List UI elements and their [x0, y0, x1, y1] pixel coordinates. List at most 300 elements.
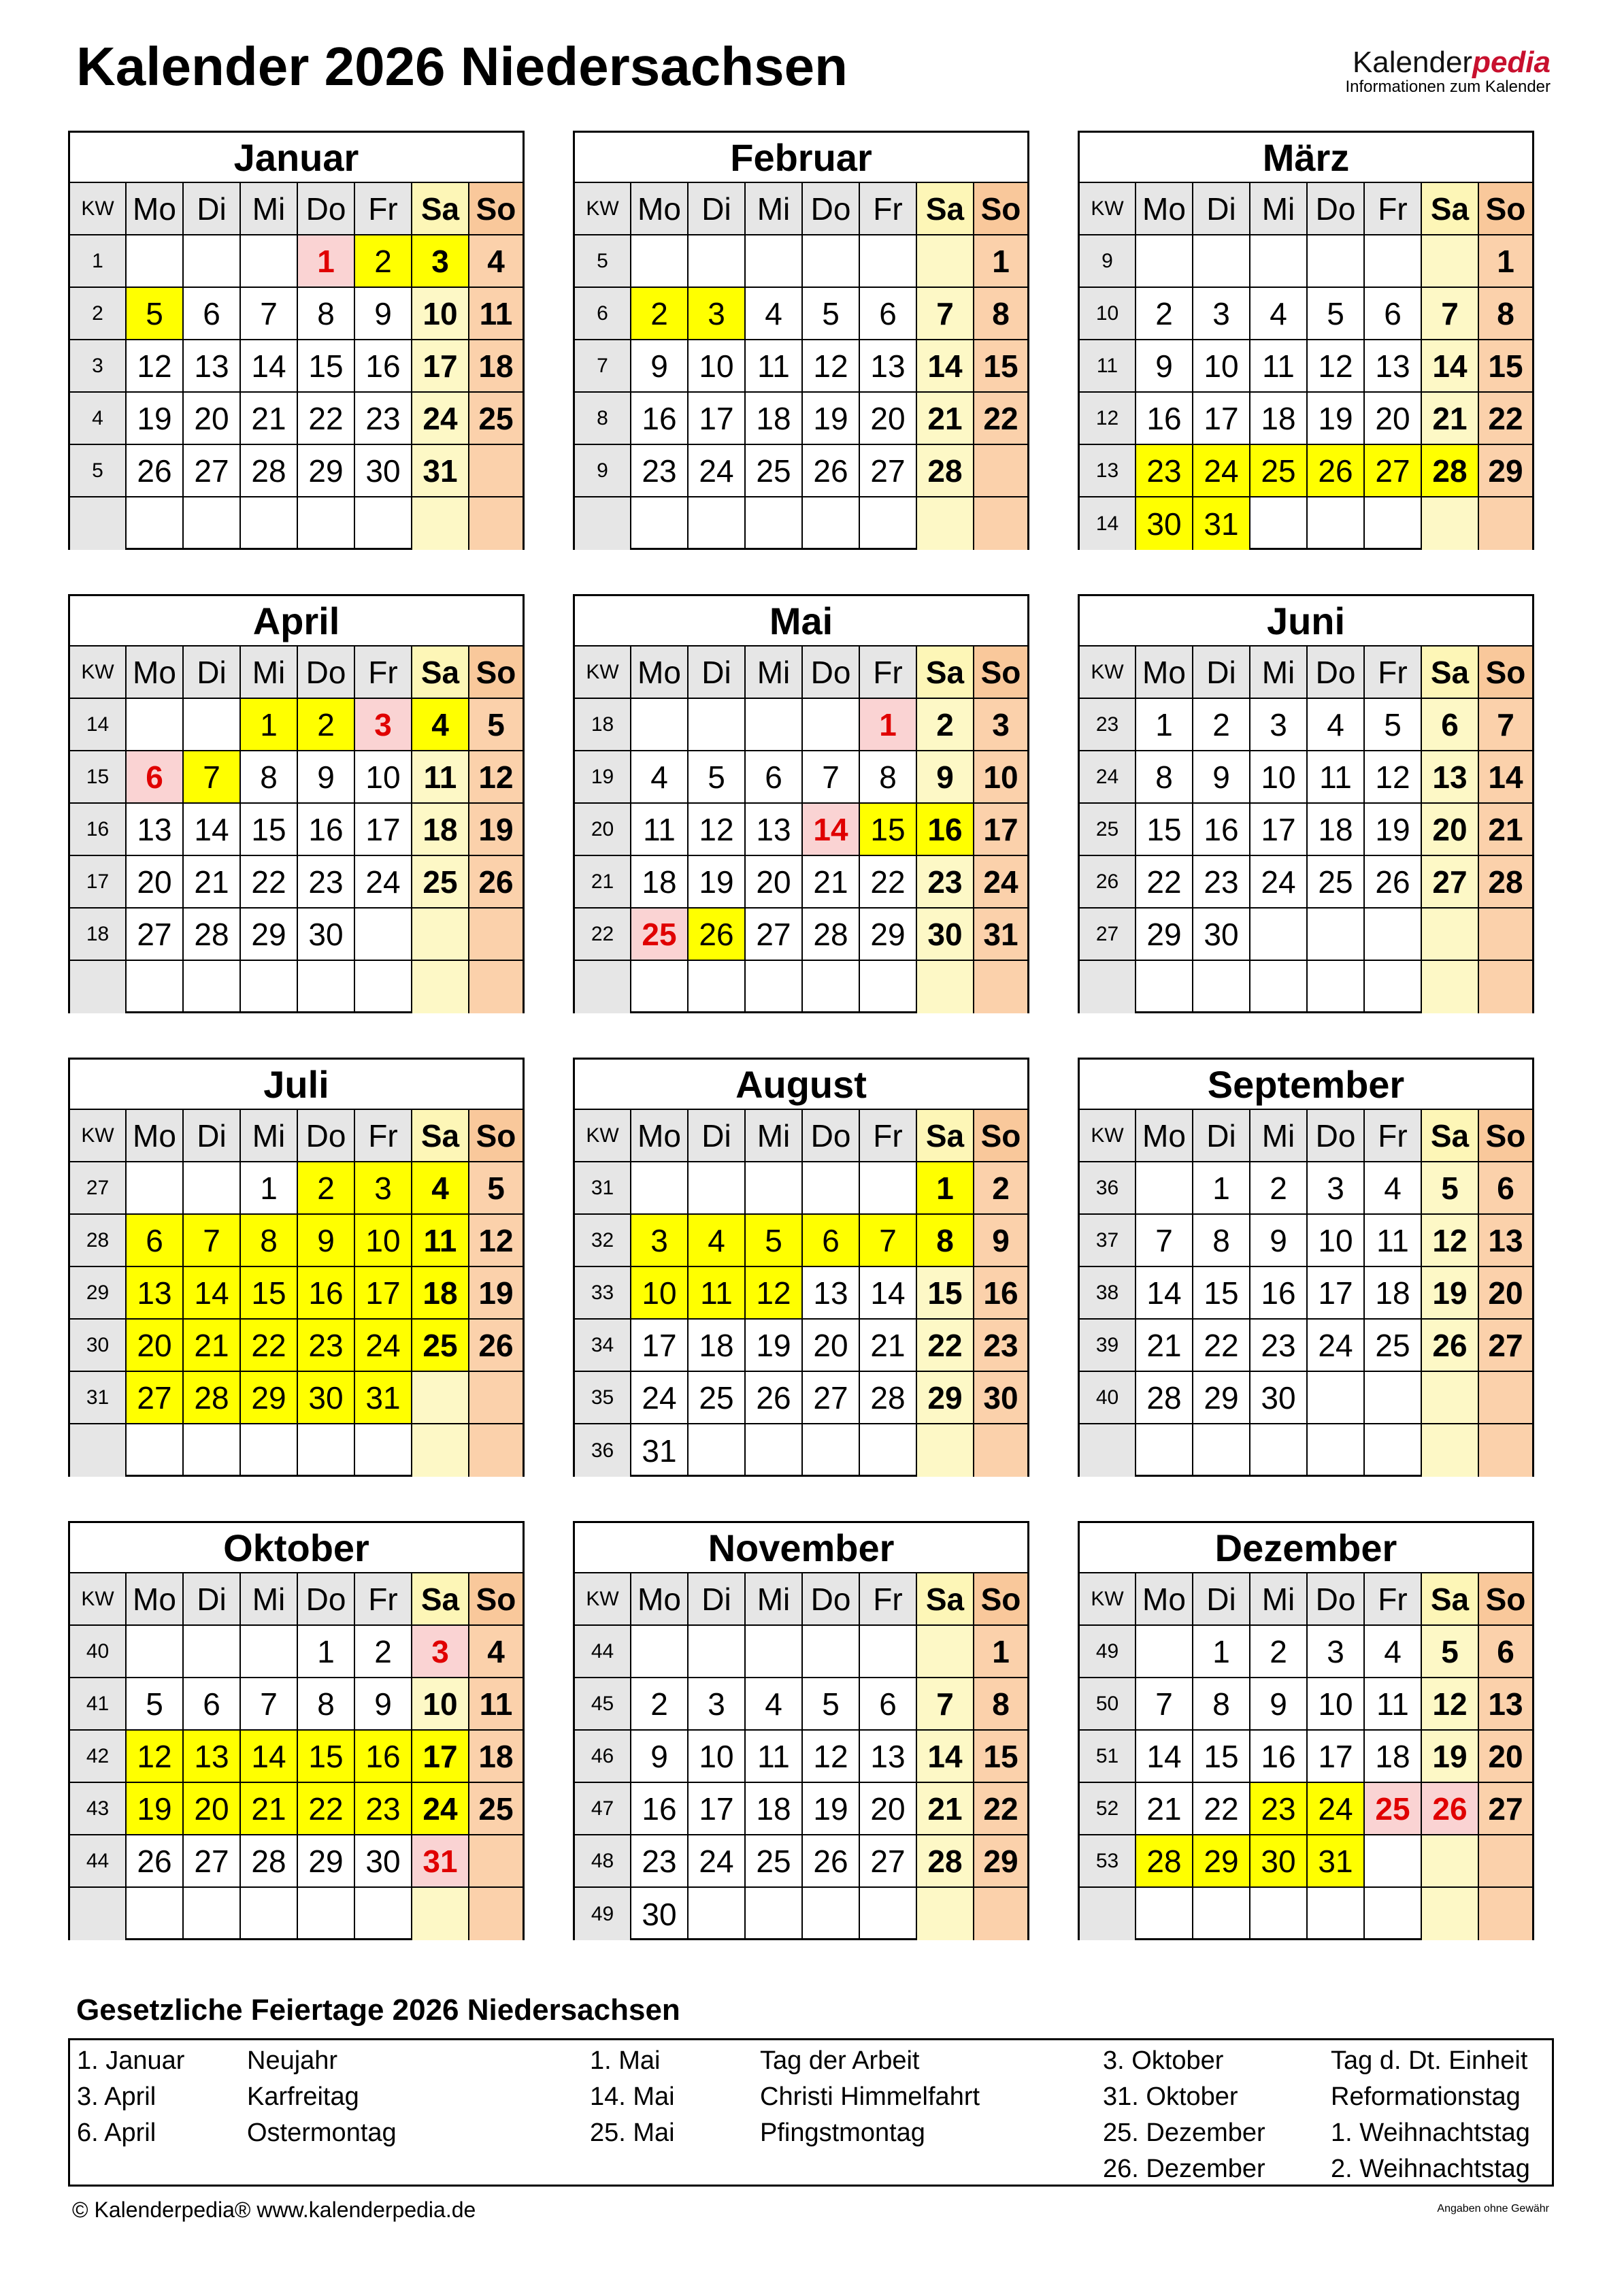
empty-day-cell: [241, 961, 298, 1013]
day-cell: 29: [241, 909, 298, 961]
day-cell: 24: [412, 1783, 469, 1835]
kw-header: KW: [1080, 183, 1136, 235]
weekday-header: Fr: [860, 647, 917, 699]
day-cell: 1: [860, 699, 917, 751]
empty-day-cell: [917, 1888, 974, 1940]
week-number: 3: [70, 340, 127, 393]
day-cell: 2: [1250, 1626, 1308, 1678]
day-cell: 7: [917, 1678, 974, 1731]
empty-day-cell: [917, 497, 974, 550]
month-name: Dezember: [1080, 1523, 1532, 1573]
holiday-date: 1. Januar: [77, 2046, 185, 2075]
day-cell: 25: [746, 445, 803, 497]
empty-day-cell: [689, 497, 746, 550]
day-cell: 24: [1193, 445, 1250, 497]
day-cell: 7: [1136, 1678, 1193, 1731]
empty-day-cell: [469, 1835, 523, 1888]
empty-day-cell: [860, 235, 917, 288]
day-cell: 18: [1250, 393, 1308, 445]
day-cell: 25: [412, 856, 469, 909]
day-cell: 16: [1250, 1731, 1308, 1783]
day-cell: 8: [298, 288, 355, 340]
empty-day-cell: [689, 1626, 746, 1678]
day-cell: 5: [127, 1678, 184, 1731]
day-cell: 6: [803, 1215, 860, 1267]
empty-day-cell: [1365, 235, 1422, 288]
weekday-header: Sa: [412, 1110, 469, 1162]
day-cell: 17: [689, 393, 746, 445]
empty-day-cell: [1250, 497, 1308, 550]
day-cell: 13: [1479, 1678, 1532, 1731]
empty-day-cell: [974, 497, 1027, 550]
day-cell: 9: [974, 1215, 1027, 1267]
day-cell: 17: [974, 804, 1027, 856]
week-number: 50: [1080, 1678, 1136, 1731]
empty-day-cell: [1422, 1424, 1479, 1477]
weekday-header: So: [1479, 1573, 1532, 1626]
week-number: 10: [1080, 288, 1136, 340]
day-cell: 10: [689, 1731, 746, 1783]
day-cell: 17: [412, 340, 469, 393]
empty-day-cell: [689, 1888, 746, 1940]
empty-day-cell: [241, 497, 298, 550]
empty-day-cell: [1136, 235, 1193, 288]
day-cell: 1: [298, 1626, 355, 1678]
empty-day-cell: [860, 1626, 917, 1678]
day-cell: 2: [917, 699, 974, 751]
day-cell: 15: [917, 1267, 974, 1320]
empty-day-cell: [1250, 235, 1308, 288]
empty-day-cell: [917, 1424, 974, 1477]
week-number: 31: [70, 1372, 127, 1424]
month-grid: [1080, 1110, 1532, 1477]
day-cell: 4: [469, 1626, 523, 1678]
week-number: [575, 497, 631, 550]
empty-day-cell: [1365, 961, 1422, 1013]
day-cell: 13: [746, 804, 803, 856]
empty-day-cell: [412, 961, 469, 1013]
day-cell: 26: [1308, 445, 1365, 497]
week-number: 48: [575, 1835, 631, 1888]
weekday-header: Sa: [917, 1573, 974, 1626]
empty-day-cell: [127, 1162, 184, 1215]
day-cell: 30: [298, 1372, 355, 1424]
empty-day-cell: [184, 235, 241, 288]
weekday-header: Fr: [355, 647, 412, 699]
day-cell: 16: [1136, 393, 1193, 445]
week-number: [70, 1424, 127, 1477]
week-number: 2: [70, 288, 127, 340]
month-calendar: [573, 131, 1029, 550]
month-calendar: [68, 1521, 525, 1940]
week-number: 23: [1080, 699, 1136, 751]
day-cell: 2: [355, 235, 412, 288]
day-cell: 6: [860, 1678, 917, 1731]
day-cell: 26: [746, 1372, 803, 1424]
day-cell: 9: [298, 1215, 355, 1267]
empty-day-cell: [412, 1424, 469, 1477]
day-cell: 29: [917, 1372, 974, 1424]
empty-day-cell: [1479, 1835, 1532, 1888]
day-cell: 1: [974, 235, 1027, 288]
month-name: Oktober: [70, 1523, 523, 1573]
empty-day-cell: [1193, 1424, 1250, 1477]
day-cell: 19: [803, 393, 860, 445]
day-cell: 26: [1422, 1320, 1479, 1372]
kalenderpedia-logo[interactable]: [1346, 48, 1551, 95]
day-cell: 21: [184, 1320, 241, 1372]
day-cell: 4: [746, 1678, 803, 1731]
day-cell: 13: [860, 340, 917, 393]
day-cell: 11: [746, 1731, 803, 1783]
day-cell: 18: [1308, 804, 1365, 856]
day-cell: 10: [631, 1267, 689, 1320]
day-cell: 20: [1479, 1267, 1532, 1320]
day-cell: 28: [184, 909, 241, 961]
month-name: März: [1080, 133, 1532, 183]
weekday-header: So: [469, 647, 523, 699]
empty-day-cell: [1365, 1424, 1422, 1477]
day-cell: 31: [631, 1424, 689, 1477]
day-cell: 30: [1250, 1835, 1308, 1888]
day-cell: 8: [860, 751, 917, 804]
day-cell: 15: [298, 1731, 355, 1783]
weekday-header: Sa: [1422, 1573, 1479, 1626]
month-name: April: [70, 596, 523, 647]
day-cell: 25: [469, 393, 523, 445]
empty-day-cell: [412, 1372, 469, 1424]
empty-day-cell: [631, 235, 689, 288]
empty-day-cell: [127, 1888, 184, 1940]
empty-day-cell: [1422, 1888, 1479, 1940]
weekday-header: Fr: [1365, 1573, 1422, 1626]
day-cell: 19: [1422, 1731, 1479, 1783]
day-cell: 18: [746, 393, 803, 445]
day-cell: 22: [241, 1320, 298, 1372]
empty-day-cell: [1479, 1372, 1532, 1424]
empty-day-cell: [803, 1626, 860, 1678]
day-cell: 28: [917, 445, 974, 497]
week-number: 14: [1080, 497, 1136, 550]
day-cell: 30: [355, 1835, 412, 1888]
empty-day-cell: [1479, 497, 1532, 550]
day-cell: 16: [355, 340, 412, 393]
month-name: Juli: [70, 1060, 523, 1110]
day-cell: 10: [1308, 1215, 1365, 1267]
day-cell: 16: [298, 1267, 355, 1320]
day-cell: 14: [184, 804, 241, 856]
day-cell: 20: [184, 393, 241, 445]
day-cell: 27: [746, 909, 803, 961]
empty-day-cell: [689, 1424, 746, 1477]
month-calendar: [1078, 1058, 1534, 1477]
holiday-date: [70, 2151, 240, 2187]
weekday-header: So: [974, 1110, 1027, 1162]
day-cell: 9: [1250, 1678, 1308, 1731]
day-cell: 12: [803, 1731, 860, 1783]
day-cell: 17: [412, 1731, 469, 1783]
day-cell: 5: [689, 751, 746, 804]
day-cell: 27: [1479, 1783, 1532, 1835]
day-cell: 7: [184, 751, 241, 804]
empty-day-cell: [1136, 1888, 1193, 1940]
day-cell: 18: [746, 1783, 803, 1835]
holiday-name: [240, 2151, 583, 2187]
empty-day-cell: [1479, 1888, 1532, 1940]
day-cell: 26: [1365, 856, 1422, 909]
holiday-name: Tag der Arbeit: [760, 2046, 920, 2075]
weekday-header: Mo: [631, 1110, 689, 1162]
day-cell: 5: [1422, 1162, 1479, 1215]
day-cell: 3: [1308, 1626, 1365, 1678]
weekday-header: So: [1479, 183, 1532, 235]
day-cell: 16: [1193, 804, 1250, 856]
weekday-header: Mo: [631, 647, 689, 699]
day-cell: 11: [689, 1267, 746, 1320]
day-cell: 5: [469, 699, 523, 751]
empty-day-cell: [631, 699, 689, 751]
month-grid: [575, 647, 1027, 1013]
empty-day-cell: [184, 1626, 241, 1678]
day-cell: 24: [631, 1372, 689, 1424]
holiday-name: Tag d. Dt. Einheit: [1331, 2046, 1528, 2075]
week-number: 49: [575, 1888, 631, 1940]
weekday-header: Do: [803, 1110, 860, 1162]
day-cell: 10: [974, 751, 1027, 804]
week-number: [70, 1888, 127, 1940]
month-grid: [70, 183, 523, 550]
day-cell: 9: [355, 1678, 412, 1731]
weekday-header: Di: [1193, 1573, 1250, 1626]
day-cell: 20: [803, 1320, 860, 1372]
day-cell: 19: [1422, 1267, 1479, 1320]
day-cell: 6: [1479, 1626, 1532, 1678]
day-cell: 23: [917, 856, 974, 909]
day-cell: 25: [689, 1372, 746, 1424]
empty-day-cell: [127, 961, 184, 1013]
empty-day-cell: [974, 961, 1027, 1013]
day-cell: 25: [469, 1783, 523, 1835]
day-cell: 16: [974, 1267, 1027, 1320]
week-number: 44: [70, 1835, 127, 1888]
week-number: 15: [70, 751, 127, 804]
week-number: 34: [575, 1320, 631, 1372]
month-grid: [70, 1110, 523, 1477]
empty-day-cell: [1365, 1835, 1422, 1888]
day-cell: 26: [1422, 1783, 1479, 1835]
empty-day-cell: [631, 961, 689, 1013]
day-cell: 5: [746, 1215, 803, 1267]
week-number: 5: [575, 235, 631, 288]
empty-day-cell: [917, 961, 974, 1013]
month-grid: [1080, 1573, 1532, 1940]
day-cell: 16: [917, 804, 974, 856]
day-cell: 15: [1193, 1267, 1250, 1320]
empty-day-cell: [127, 699, 184, 751]
day-cell: 12: [1422, 1215, 1479, 1267]
empty-day-cell: [469, 1888, 523, 1940]
day-cell: 14: [184, 1267, 241, 1320]
empty-day-cell: [355, 1888, 412, 1940]
empty-day-cell: [469, 497, 523, 550]
month-grid: [70, 1573, 523, 1940]
empty-day-cell: [241, 235, 298, 288]
day-cell: 23: [1193, 856, 1250, 909]
holiday-date: 26. Dezember: [1103, 2155, 1265, 2183]
day-cell: 4: [1365, 1626, 1422, 1678]
day-cell: 23: [631, 445, 689, 497]
day-cell: 30: [298, 909, 355, 961]
day-cell: 5: [469, 1162, 523, 1215]
empty-day-cell: [1136, 1424, 1193, 1477]
empty-day-cell: [127, 1424, 184, 1477]
day-cell: 14: [803, 804, 860, 856]
day-cell: 18: [1365, 1731, 1422, 1783]
empty-day-cell: [1365, 497, 1422, 550]
week-number: 30: [70, 1320, 127, 1372]
kw-header: KW: [70, 1110, 127, 1162]
empty-day-cell: [803, 1162, 860, 1215]
day-cell: 11: [1250, 340, 1308, 393]
day-cell: 8: [241, 751, 298, 804]
day-cell: 15: [1193, 1731, 1250, 1783]
month-calendar: [1078, 594, 1534, 1013]
empty-day-cell: [1250, 909, 1308, 961]
day-cell: 25: [1365, 1783, 1422, 1835]
empty-day-cell: [803, 1424, 860, 1477]
day-cell: 2: [631, 288, 689, 340]
weekday-header: Do: [803, 1573, 860, 1626]
day-cell: 16: [298, 804, 355, 856]
day-cell: 6: [127, 1215, 184, 1267]
weekday-header: Mo: [127, 183, 184, 235]
day-cell: 29: [298, 445, 355, 497]
weekday-header: Mi: [746, 183, 803, 235]
week-number: 29: [70, 1267, 127, 1320]
day-cell: 2: [1250, 1162, 1308, 1215]
day-cell: 11: [746, 340, 803, 393]
week-number: 31: [575, 1162, 631, 1215]
kw-header: KW: [70, 647, 127, 699]
day-cell: 12: [689, 804, 746, 856]
day-cell: 3: [1308, 1162, 1365, 1215]
day-cell: 26: [689, 909, 746, 961]
week-number: 44: [575, 1626, 631, 1678]
week-number: 51: [1080, 1731, 1136, 1783]
day-cell: 5: [127, 288, 184, 340]
holiday-name: 2. Weihnachtstag: [1331, 2155, 1530, 2183]
empty-day-cell: [469, 961, 523, 1013]
day-cell: 5: [803, 1678, 860, 1731]
day-cell: 20: [127, 856, 184, 909]
day-cell: 30: [1193, 909, 1250, 961]
day-cell: 24: [689, 1835, 746, 1888]
week-number: 52: [1080, 1783, 1136, 1835]
empty-day-cell: [1308, 961, 1365, 1013]
weekday-header: Mi: [746, 1573, 803, 1626]
day-cell: 2: [355, 1626, 412, 1678]
day-cell: 28: [184, 1372, 241, 1424]
day-cell: 13: [1422, 751, 1479, 804]
day-cell: 14: [241, 340, 298, 393]
empty-day-cell: [1308, 235, 1365, 288]
day-cell: 19: [469, 1267, 523, 1320]
day-cell: 7: [184, 1215, 241, 1267]
day-cell: 18: [631, 856, 689, 909]
empty-day-cell: [1422, 909, 1479, 961]
empty-day-cell: [1250, 961, 1308, 1013]
day-cell: 8: [298, 1678, 355, 1731]
day-cell: 13: [127, 804, 184, 856]
empty-day-cell: [803, 1888, 860, 1940]
week-number: [70, 961, 127, 1013]
empty-day-cell: [860, 961, 917, 1013]
day-cell: 19: [469, 804, 523, 856]
day-cell: 4: [412, 699, 469, 751]
weekday-header: So: [469, 183, 523, 235]
day-cell: 9: [917, 751, 974, 804]
day-cell: 22: [298, 393, 355, 445]
week-number: [70, 497, 127, 550]
day-cell: 20: [1365, 393, 1422, 445]
day-cell: 28: [860, 1372, 917, 1424]
day-cell: 19: [1308, 393, 1365, 445]
day-cell: 3: [412, 235, 469, 288]
holiday-name: Reformationstag: [1331, 2082, 1521, 2111]
day-cell: 13: [184, 1731, 241, 1783]
month-name: Juni: [1080, 596, 1532, 647]
day-cell: 29: [1479, 445, 1532, 497]
day-cell: 24: [355, 856, 412, 909]
empty-day-cell: [1308, 909, 1365, 961]
empty-day-cell: [689, 235, 746, 288]
weekday-header: Sa: [917, 1110, 974, 1162]
weekday-header: Di: [184, 1110, 241, 1162]
day-cell: 20: [860, 1783, 917, 1835]
day-cell: 2: [1136, 288, 1193, 340]
empty-day-cell: [184, 1424, 241, 1477]
empty-day-cell: [298, 961, 355, 1013]
day-cell: 10: [689, 340, 746, 393]
empty-day-cell: [1193, 235, 1250, 288]
month-name: Mai: [575, 596, 1027, 647]
day-cell: 8: [1193, 1215, 1250, 1267]
day-cell: 27: [860, 1835, 917, 1888]
day-cell: 3: [974, 699, 1027, 751]
month-name: Januar: [70, 133, 523, 183]
empty-day-cell: [469, 1424, 523, 1477]
day-cell: 21: [860, 1320, 917, 1372]
day-cell: 13: [1365, 340, 1422, 393]
day-cell: 12: [1422, 1678, 1479, 1731]
weekday-header: Di: [689, 647, 746, 699]
kw-header: KW: [575, 183, 631, 235]
day-cell: 31: [1308, 1835, 1365, 1888]
day-cell: 18: [689, 1320, 746, 1372]
weekday-header: Mi: [746, 647, 803, 699]
day-cell: 5: [1308, 288, 1365, 340]
week-number: 40: [70, 1626, 127, 1678]
empty-day-cell: [298, 497, 355, 550]
week-number: 9: [575, 445, 631, 497]
week-number: 39: [1080, 1320, 1136, 1372]
month-calendar: [68, 1058, 525, 1477]
kw-header: KW: [575, 1110, 631, 1162]
month-calendar: [1078, 1521, 1534, 1940]
empty-day-cell: [1136, 1162, 1193, 1215]
holiday-name: Neujahr: [247, 2046, 338, 2075]
weekday-header: Mo: [127, 1110, 184, 1162]
